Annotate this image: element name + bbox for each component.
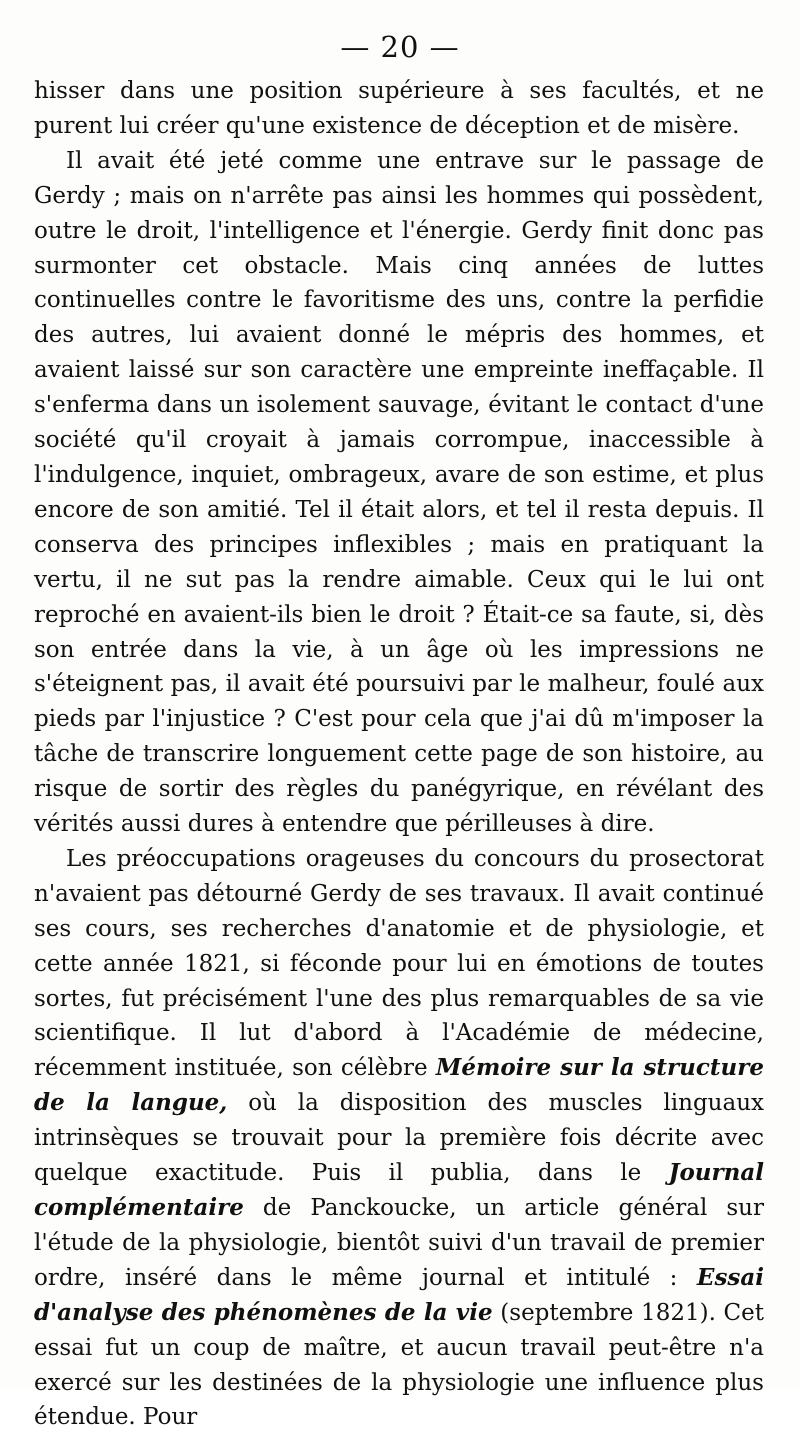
paragraph-1 bbox=[34, 74, 764, 144]
page-number: — 20 — bbox=[340, 30, 460, 64]
text-segment: où la disposition des muscles linguaux intrinsèques se trouvait pour la première fois décrite avec quelque exactitude. Puis il publia, dans le bbox=[34, 1090, 764, 1187]
paragraph-2 bbox=[34, 144, 764, 842]
body-text bbox=[34, 74, 764, 1435]
text-segment: (septembre 1821). Cet essai fut un coup de maître, et aucun travail peut-être n'a exercé sur les destinées de la physiologie une influence plus étendue. Pour bbox=[34, 1299, 764, 1431]
text-segment: Il avait été jeté comme une entrave sur le passage de Gerdy ; mais on n'arrête pas ainsi les hommes qui possèdent, outre le droit, l'intelligence et l'énergie. Gerdy finit donc pas surmonter cet obstacle. Mais cinq années de luttes continuelles contre le favoritisme des uns, contre la perfidie des autres, lui avaient donné le mépris des hommes, et avaient laissé sur son caractère une empreinte ineffaçable. Il s'enferma dans un isolement sauvage, évitant le contact d'une société qu'il croyait à jamais corrompue, inaccessible à l'indulgence, inquiet, ombrageux, avare de son estime, et plus encore de son amitié. Tel il était alors, et tel il resta depuis. Il conserva des principes inflexibles ; mais en pratiquant la vertu, il ne sut pas la rendre aimable. Ceux qui le lui ont reproché en avaient-ils bien le droit ? Était-ce sa faute, si, dès son entrée dans la vie, à un âge où les impressions ne s'éteignent pas, il avait été poursuivi par le malheur, foulé aux pieds par l'injustice ? C'est pour cela que j'ai dû m'imposer la tâche de transcrire longuement cette page de son histoire, au risque de sortir des règles du panégyrique, en révélant des vérités aussi dures à entendre que périlleuses à dire. bbox=[34, 147, 764, 838]
text-segment: hisser dans une position supérieure à ses facultés, et ne purent lui créer qu'une existence de déception et de misère. bbox=[34, 78, 764, 139]
paragraph-3 bbox=[34, 842, 764, 1435]
title-essai-analyse: Essai d'analyse des phénomènes de la vie bbox=[34, 1263, 764, 1326]
title-journal-complementaire: Journal complémentaire bbox=[34, 1159, 764, 1221]
text-segment: Les préoccupations orageuses du concours du prosectorat n'avaient pas détourné Gerdy de ses travaux. Il avait continué ses cours, ses recherches d'anatomie et de physiologie, et cette année 1821, si féconde pour lui en émotions de toutes sortes, fut précisément l'une des plus remarquables de sa vie scientifique. Il lut d'abord à l'Académie de médecine, récemment instituée, son célèbre bbox=[34, 845, 764, 1082]
title-memoire-langue: Mémoire sur la structure de la langue, bbox=[34, 1054, 764, 1117]
text-segment: de Panckoucke, un article général sur l'étude de la physiologie, bientôt suivi d'un travail de premier ordre, inséré dans le même journal et intitulé : bbox=[34, 1195, 764, 1291]
